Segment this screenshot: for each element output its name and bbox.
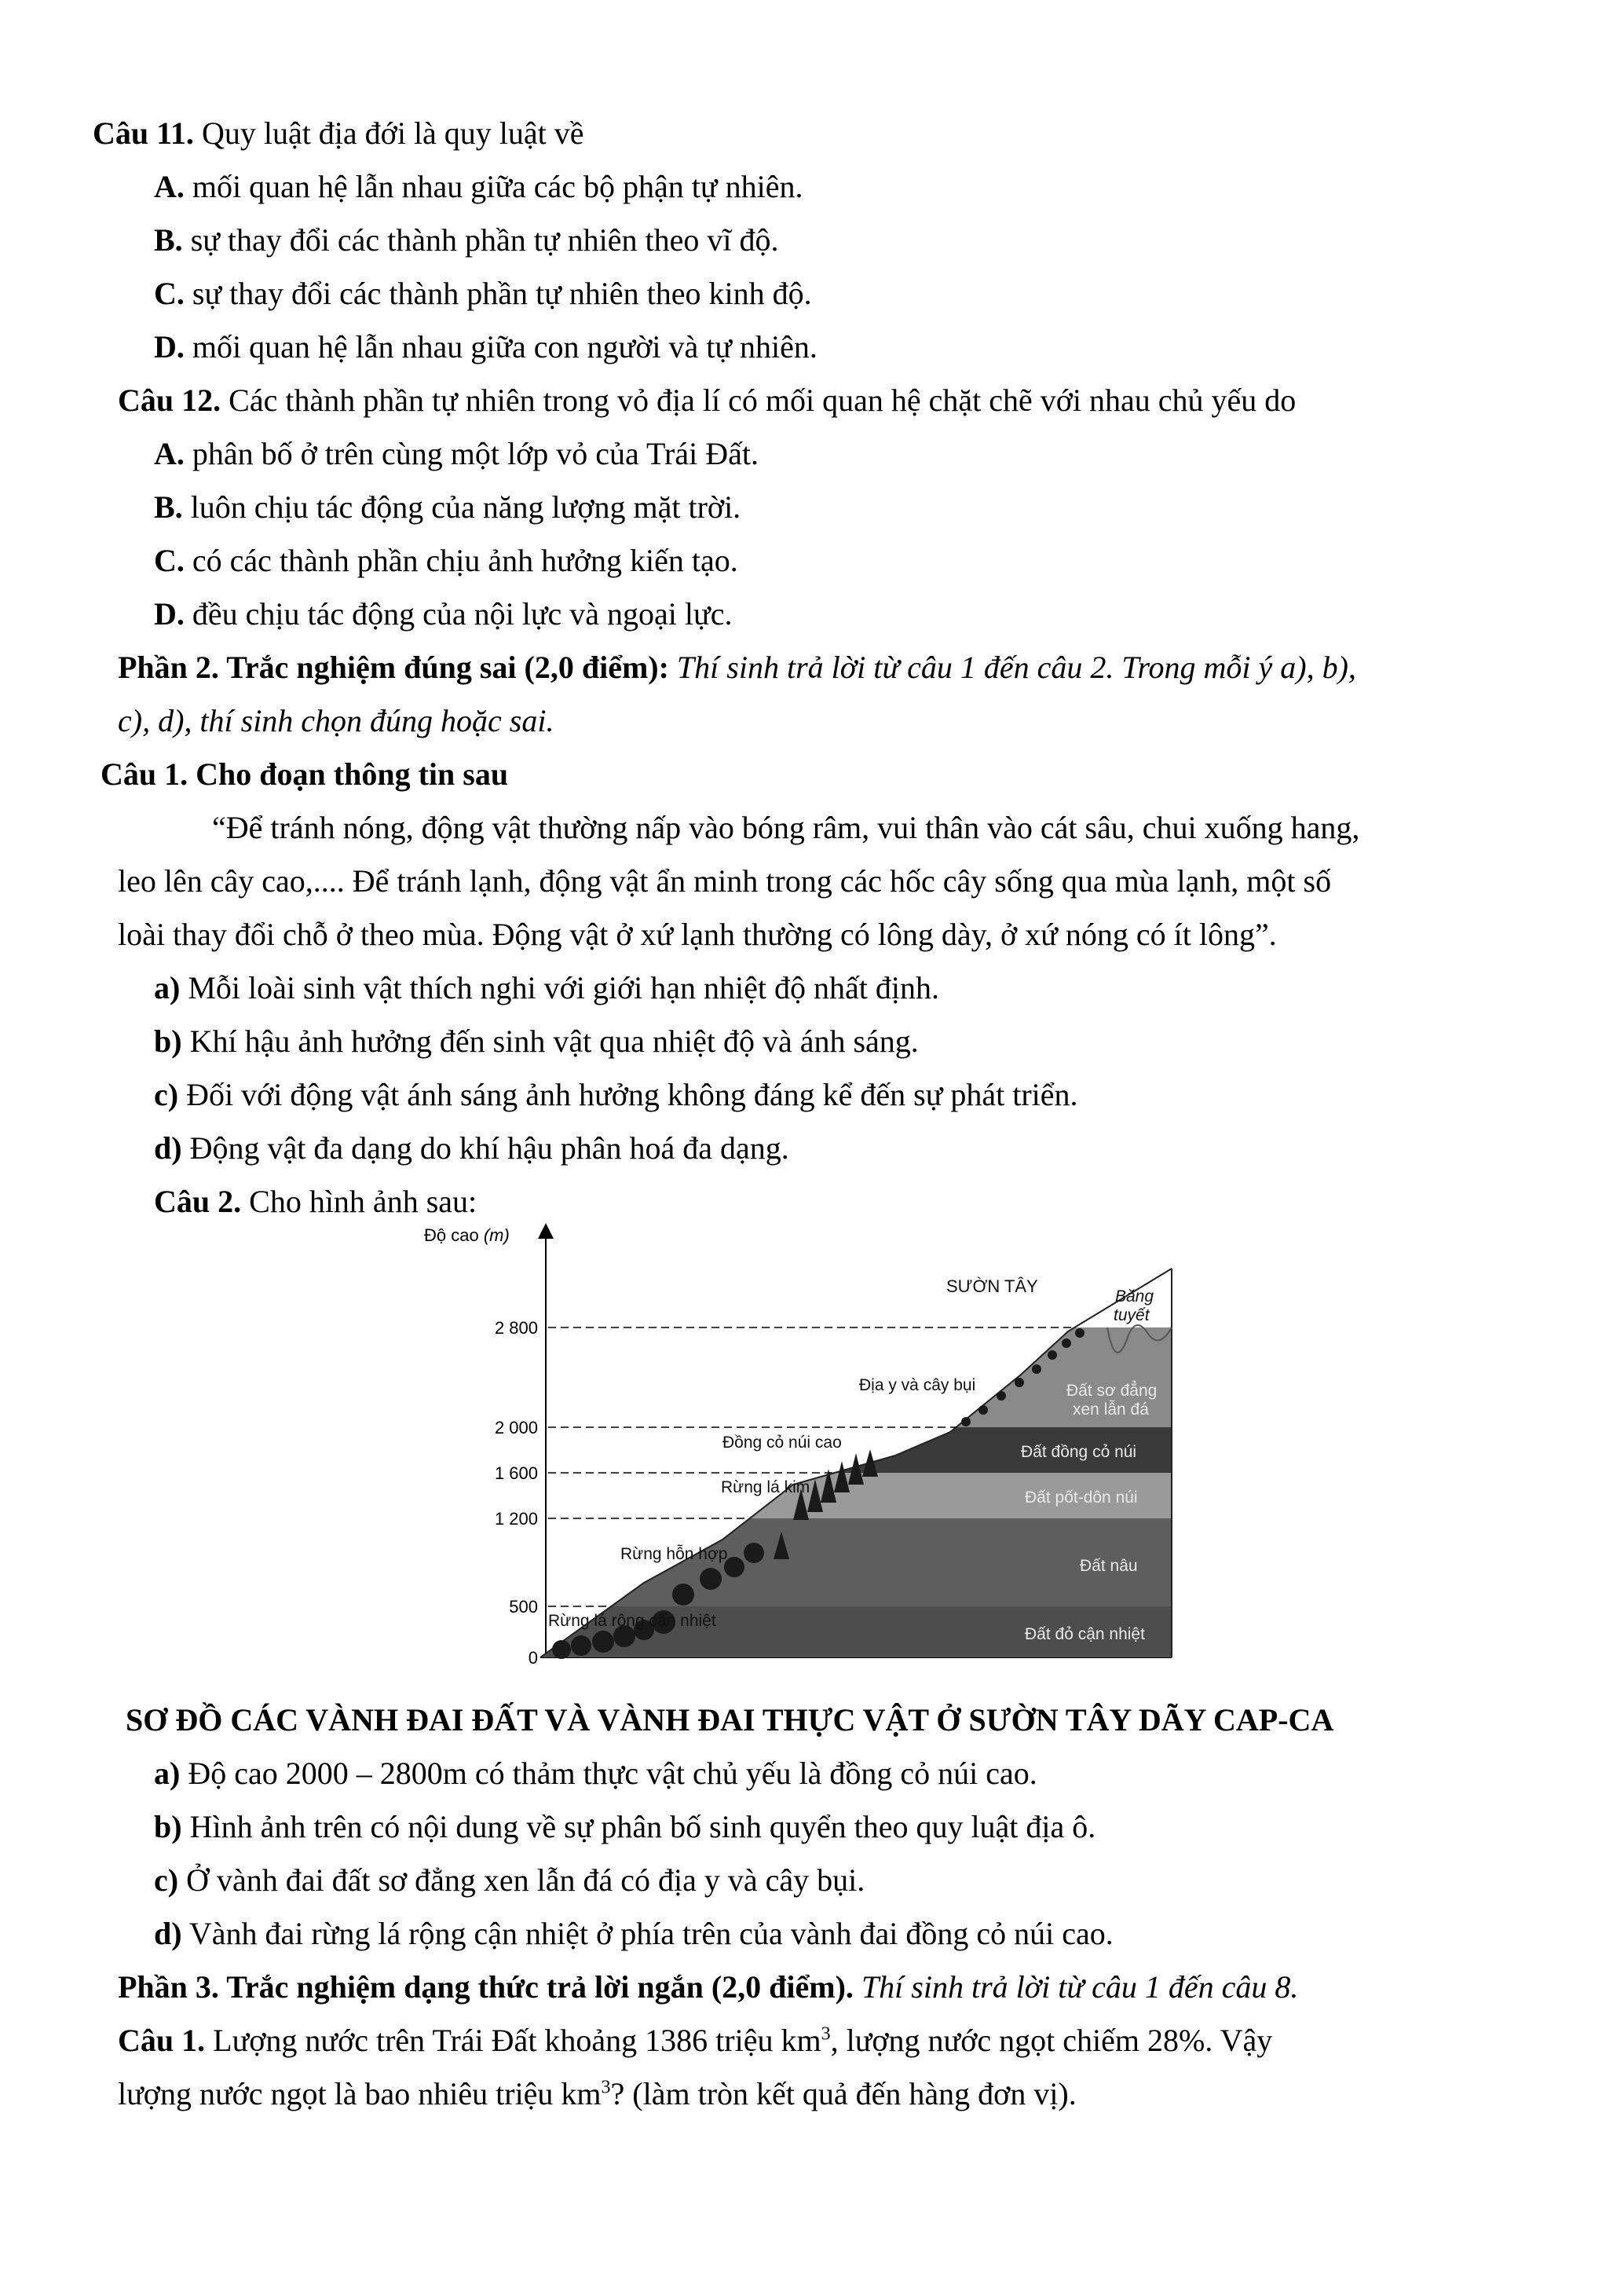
q12-stem: Câu 12. Các thành phần tự nhiên trong vỏ địa lí có mối quan hệ chặt chẽ với nhau chủ yếu do — [118, 383, 1297, 418]
p2-c1-item-a: a) Mỗi loài sinh vật thích nghi với giới hạn nhiệt độ nhất định. — [154, 970, 939, 1005]
q12-option-b: B. luôn chịu tác động của năng lượng mặt trời. — [154, 489, 741, 525]
p2-c2-stem: Câu 2. Cho hình ảnh sau: — [154, 1184, 477, 1219]
p2-c2-item-c: c) Ở vành đai đất sơ đẳng xen lẫn đá có địa y và cây bụi. — [154, 1862, 865, 1898]
p2-c2-item-b: b) Hình ảnh trên có nội dung về sự phân bố sinh quyển theo quy luật địa ô. — [154, 1809, 1096, 1844]
label-alpine-meadow: Đồng cỏ núi cao — [722, 1434, 842, 1452]
label-lichen-shrub: Địa y và cây bụi — [859, 1376, 976, 1394]
p2-c1-passage-line1: “Để tránh nóng, động vật thường nấp vào bóng râm, vui thân vào cát sâu, chui xuống hang, — [212, 810, 1360, 845]
label-brown-soil: Đất nâu — [1080, 1557, 1138, 1575]
tick-1200: 1 200 — [494, 1509, 538, 1529]
label-primitive-soil-2: xen lẫn đá — [1073, 1401, 1149, 1419]
tick-0: 0 — [528, 1648, 538, 1668]
p2-c1-item-b: b) Khí hậu ảnh hưởng đến sinh vật qua nhiệt độ và ánh sáng. — [154, 1023, 919, 1059]
label-podzol-soil: Đất pốt-dôn núi — [1025, 1489, 1138, 1507]
q12-option-c: C. có các thành phần chịu ảnh hưởng kiến tạo. — [154, 543, 738, 578]
label-meadow-soil: Đất đồng cỏ núi — [1021, 1443, 1137, 1461]
p2-c1-passage-line3: loài thay đổi chỗ ở theo mùa. Động vật ở xứ lạnh thường có lông dày, ở xứ nóng có ít lông”. — [118, 917, 1277, 952]
p2-c1-passage-line2: leo lên cây cao,.... Để tránh lạnh, động vật ẩn minh trong các hốc cây sống qua mùa lạnh, một số — [118, 863, 1332, 899]
p2-c2-item-d: d) Vành đai rừng lá rộng cận nhiệt ở phía trên của vành đai đồng cỏ núi cao. — [154, 1916, 1114, 1951]
label-ice: tuyết — [1114, 1306, 1150, 1324]
q11-option-d: D. mối quan hệ lẫn nhau giữa con người và tự nhiên. — [154, 329, 817, 364]
tick-500: 500 — [509, 1597, 538, 1617]
p3-c1-line1: Câu 1. Lượng nước trên Trái Đất khoảng 1386 triệu $km^3$, lượng nước ngọt chiếm 28%. Vậy — [118, 2023, 1273, 2058]
label-coniferous-forest: Rừng lá kim — [721, 1478, 810, 1496]
q11-option-c: C. sự thay đổi các thành phần tự nhiên theo kinh độ. — [154, 276, 812, 311]
part2-instruction: c), d), thí sinh chọn đúng hoặc sai. — [118, 703, 554, 738]
p3-c1-line2: lượng nước ngọt là bao nhiêu triệu $km^3$? (làm tròn kết quả đến hàng đơn vị). — [118, 2076, 1077, 2111]
part3-heading: Phần 3. Trắc nghiệm dạng thức trả lời ngắn (2,0 điểm). Thí sinh trả lời từ câu 1 đến câu 8. — [118, 1969, 1299, 2005]
q11-option-b: B. sự thay đổi các thành phần tự nhiên theo vĩ độ. — [154, 222, 779, 258]
tick-2000: 2 000 — [494, 1418, 538, 1437]
p2-c2-item-a: a) Độ cao 2000 – 2800m có thảm thực vật chủ yếu là đồng cỏ núi cao. — [154, 1756, 1037, 1791]
tick-1600: 1 600 — [494, 1463, 538, 1483]
q12-option-a: A. phân bố ở trên cùng một lớp vỏ của Trái Đất. — [154, 436, 759, 471]
q12-option-d: D. đều chịu tác động của nội lực và ngoại lực. — [154, 596, 733, 632]
label-primitive-soil: Đất sơ đẳng — [1066, 1382, 1158, 1400]
western-slope-label: SƯỜN TÂY — [946, 1276, 1038, 1296]
q11-option-a: A. mối quan hệ lẫn nhau giữa các bộ phận tự nhiên. — [154, 169, 803, 204]
label-snow: Băng — [1115, 1287, 1154, 1305]
y-axis-label: Độ cao (m) — [424, 1225, 510, 1245]
band-snow-ice — [534, 1245, 1178, 1327]
tick-2800: 2 800 — [494, 1318, 538, 1338]
label-broadleaf-forest: Rừng lá rộng cận nhiệt — [548, 1612, 716, 1630]
altitude-zone-diagram — [424, 1214, 1209, 1693]
label-red-subtropical-soil: Đất đỏ cận nhiệt — [1025, 1625, 1145, 1643]
p2-c1-item-d: d) Động vật đa dạng do khí hậu phân hoá đa dạng. — [154, 1130, 789, 1166]
part2-heading: Phần 2. Trắc nghiệm đúng sai (2,0 điểm): Thí sinh trả lời từ câu 1 đến câu 2. Trong mỗi ý a), b), — [118, 650, 1356, 685]
q11-stem: Câu 11. Quy luật địa đới là quy luật về — [93, 115, 584, 151]
figure-caption: SƠ ĐỒ CÁC VÀNH ĐAI ĐẤT VÀ VÀNH ĐAI THỰC VẬT Ở SƯỜN TÂY DÃY CAP-CA — [126, 1702, 1334, 1738]
p2-c1-title: Câu 1. Cho đoạn thông tin sau — [101, 756, 509, 792]
label-mixed-forest: Rừng hỗn hợp — [620, 1545, 728, 1563]
p2-c1-item-c: c) Đối với động vật ánh sáng ảnh hưởng không đáng kể đến sự phát triển. — [154, 1077, 1078, 1112]
